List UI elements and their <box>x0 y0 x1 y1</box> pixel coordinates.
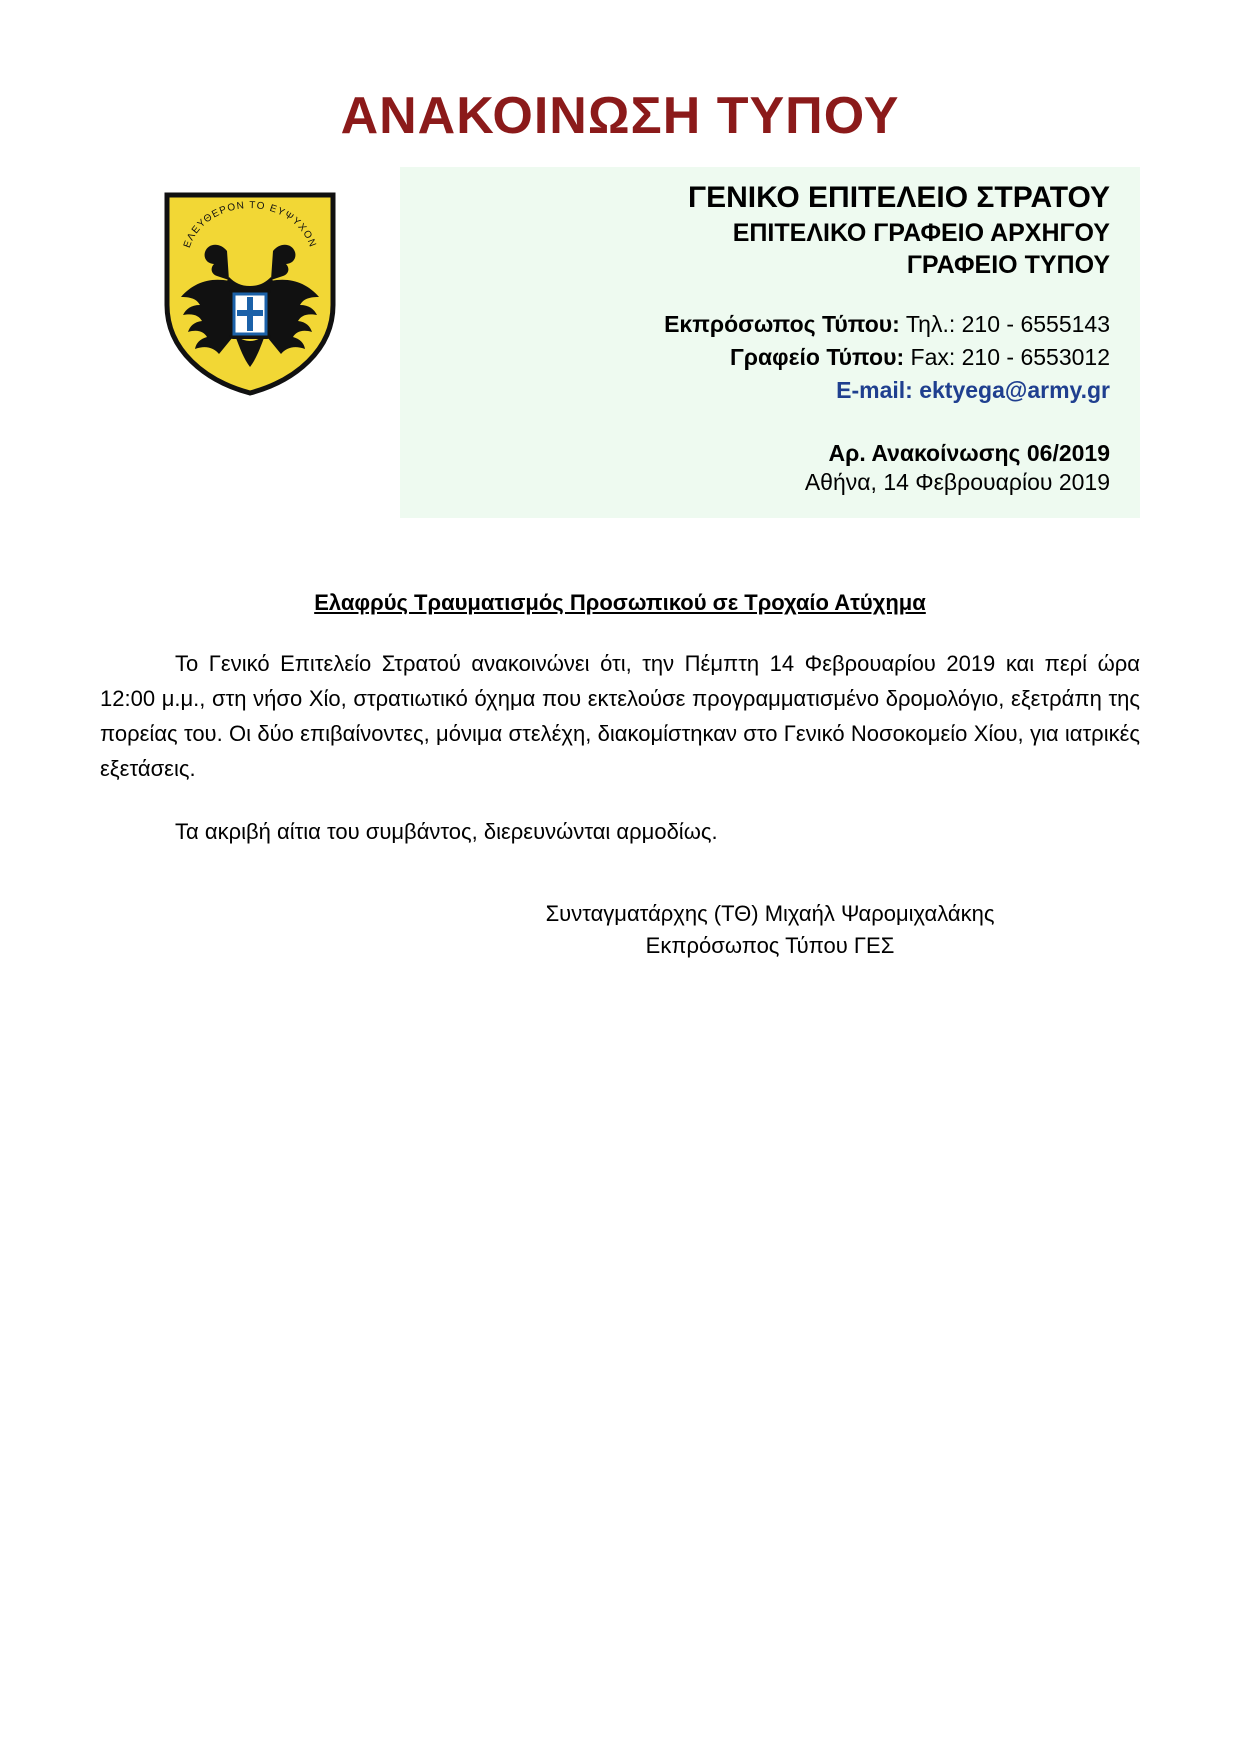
signature-role: Εκπρόσωπος Τύπου ΓΕΣ <box>645 932 895 958</box>
organization-line-1: ΓΕΝΙΚΟ ΕΠΙΤΕΛΕΙΟ ΣΤΡΑΤΟΥ <box>688 181 1110 215</box>
emblem-container <box>100 167 400 400</box>
header-row <box>100 167 1140 518</box>
hellenic-army-emblem-icon <box>155 185 345 400</box>
spokesman-phone: Τηλ.: 210 - 6555143 <box>905 310 1110 337</box>
contact-block <box>420 308 1110 408</box>
press-office-fax: Fax: 210 - 6553012 <box>910 344 1110 371</box>
spokesman-label: Εκπρόσωπος Τύπου: <box>664 310 900 337</box>
organization-line-3: ΓΡΑΦΕΙΟ ΤΥΠΟΥ <box>906 251 1110 280</box>
signature-name: Συνταγματάρχης (ΤΘ) Μιχαήλ Ψαρομιχαλάκης <box>545 900 995 926</box>
spokesman-phone-row <box>420 308 1110 341</box>
organization-line-2: ΕΠΙΤΕΛΙΚΟ ΓΡΑΦΕΙΟ ΑΡΧΗΓΟΥ <box>732 218 1110 247</box>
body-paragraph-2: Τα ακριβή αίτια του συμβάντος, διερευνώνται αρμοδίως. <box>175 819 718 845</box>
signature-block <box>100 898 1140 962</box>
subject-heading: Ελαφρύς Τραυματισμός Προσωπικού σε Τροχαίο Ατύχημα <box>314 589 926 615</box>
email-link[interactable]: E-mail: ektyega@army.gr <box>836 377 1110 404</box>
page-title: ΑΝΑΚΟΙΝΩΣΗ ΤΥΠΟΥ <box>340 87 900 145</box>
place-and-date: Αθήνα, 14 Φεβρουαρίου 2019 <box>804 468 1110 495</box>
press-office-label: Γραφείο Τύπου: <box>729 344 905 371</box>
press-office-fax-row <box>420 341 1110 374</box>
svg-text:ΕΛΕΥΘΕΡΟΝ ΤΟ ΕΥΨΥΧΟΝ: ΕΛΕΥΘΕΡΟΝ ΤΟ ΕΥΨΥΧΟΝ <box>181 200 319 250</box>
unit-info-box <box>400 167 1140 518</box>
body-paragraph-1: Το Γενικό Επιτελείο Στρατού ανακοινώνει ότι, την Πέμπτη 14 Φεβρουαρίου 2019 και περί ώρα 12:00 μ.μ., στη νήσο Χίο, στρατιωτικό όχημα που εκτελούσε προγραμματισμένο δρομολόγιο, εξετράπη της πορείας του. Οι δύο επιβαίνοντες, μόνιμα στελέχη, διακομίστηκαν στο Γενικό Νοσοκομείο Χίου, για ιατρικές εξετάσεις. <box>100 650 1140 782</box>
announcement-number: Αρ. Ανακοίνωσης 06/2019 <box>828 439 1110 466</box>
